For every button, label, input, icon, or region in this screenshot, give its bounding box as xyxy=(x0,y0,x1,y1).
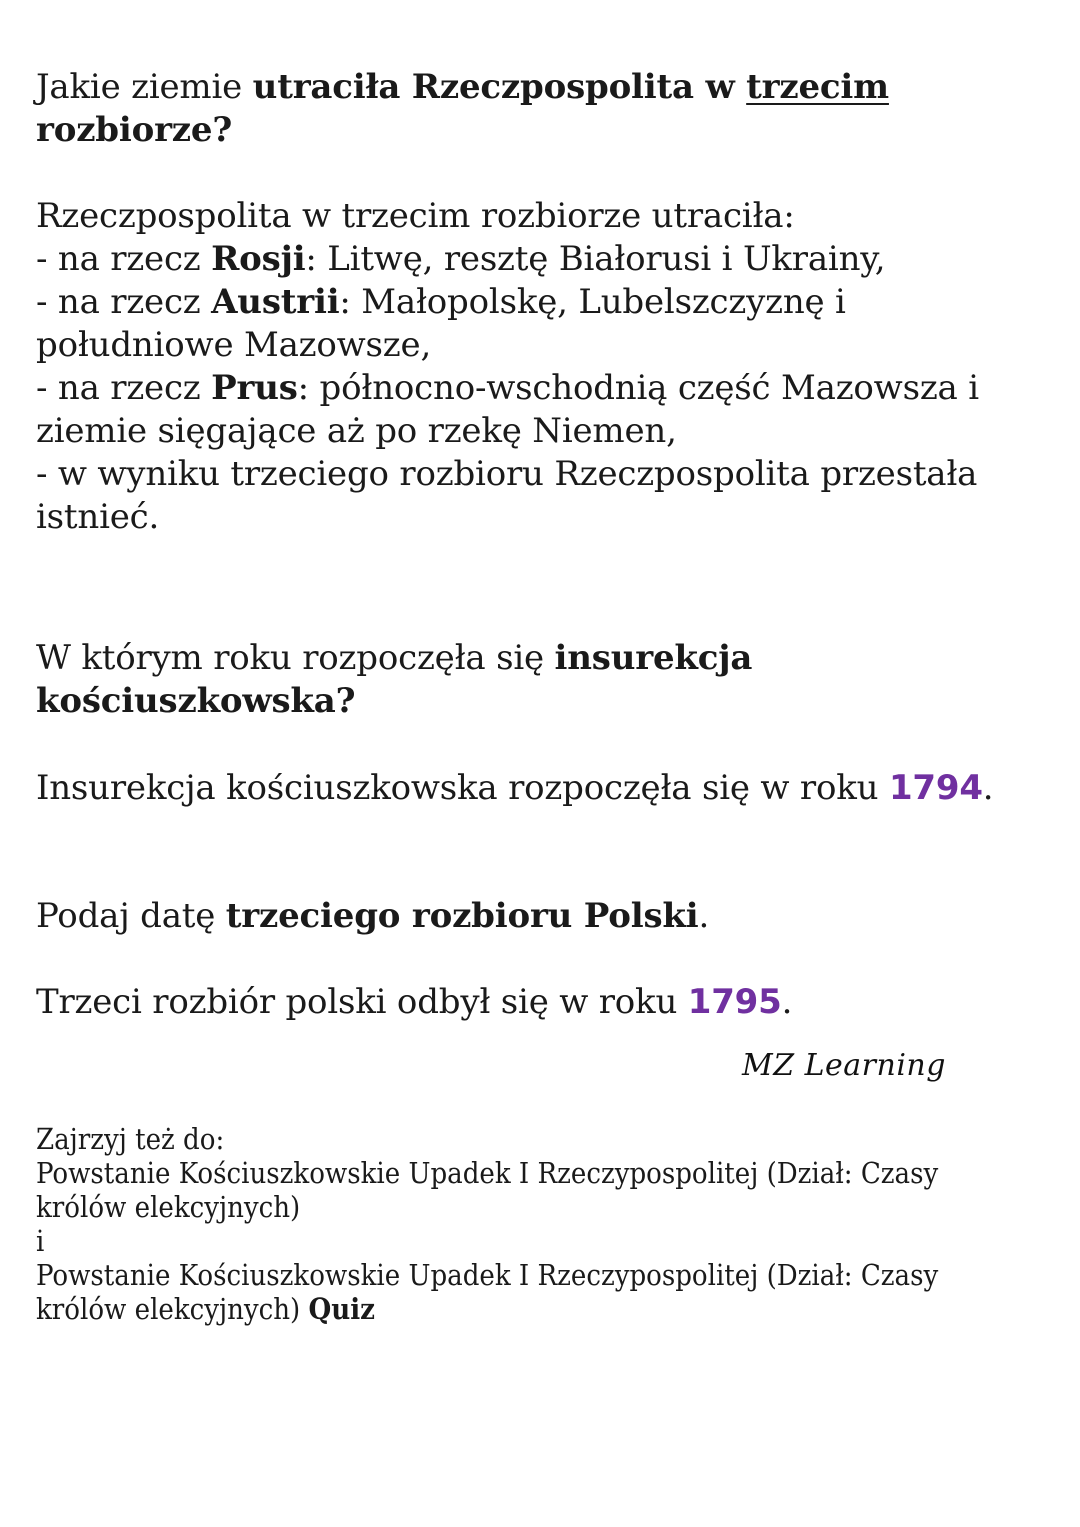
list-item-russia: - na rzecz Rosji: Litwę, resztę Białorusi i Ukrainy, xyxy=(36,239,886,279)
year-1794: 1794 xyxy=(888,768,983,808)
list-item-prussia: - na rzecz Prus: północno-wschodnią część Mazowsza i ziemie sięgające aż po rzekę Niemen, xyxy=(36,368,979,451)
answer-third-partition-lands xyxy=(36,195,1046,539)
answer-intro: Rzeczpospolita w trzecim rozbiorze utraciła: xyxy=(36,196,795,236)
year-1795: 1795 xyxy=(687,982,782,1022)
list-item-end-of-state: - w wyniku trzeciego rozbioru Rzeczpospolita przestała istnieć. xyxy=(36,454,978,537)
question-third-partition-date: Podaj datę trzeciego rozbioru Polski. xyxy=(36,896,710,936)
question-third-partition-lands: Jakie ziemie utraciła Rzeczpospolita w trzecim rozbiorze? xyxy=(36,67,889,150)
see-also-section xyxy=(36,1122,1036,1326)
answer-insurrection-year: Insurekcja kościuszkowska rozpoczęła się w roku 1794. xyxy=(36,768,994,808)
see-also-intro: Zajrzyj też do: xyxy=(36,1122,225,1156)
question-insurrection-year: W którym roku rozpoczęła się insurekcja kościuszkowska? xyxy=(36,638,753,721)
list-item-austria: - na rzecz Austrii: Małopolskę, Lubelszczyznę i południowe Mazowsze, xyxy=(36,282,846,365)
see-also-link-quiz[interactable]: Powstanie Kościuszkowskie Upadek I Rzeczypospolitej (Dział: Czasy królów elekcyjnych) Quiz xyxy=(36,1258,939,1326)
document-body xyxy=(36,66,1046,1024)
answer-third-partition-date: Trzeci rozbiór polski odbył się w roku 1795. xyxy=(36,982,793,1022)
signature: MZ Learning xyxy=(742,1048,946,1083)
see-also-link-topic[interactable]: Powstanie Kościuszkowskie Upadek I Rzeczypospolitej (Dział: Czasy królów elekcyjnych) xyxy=(36,1156,939,1224)
see-also-conjunction: i xyxy=(36,1224,45,1258)
